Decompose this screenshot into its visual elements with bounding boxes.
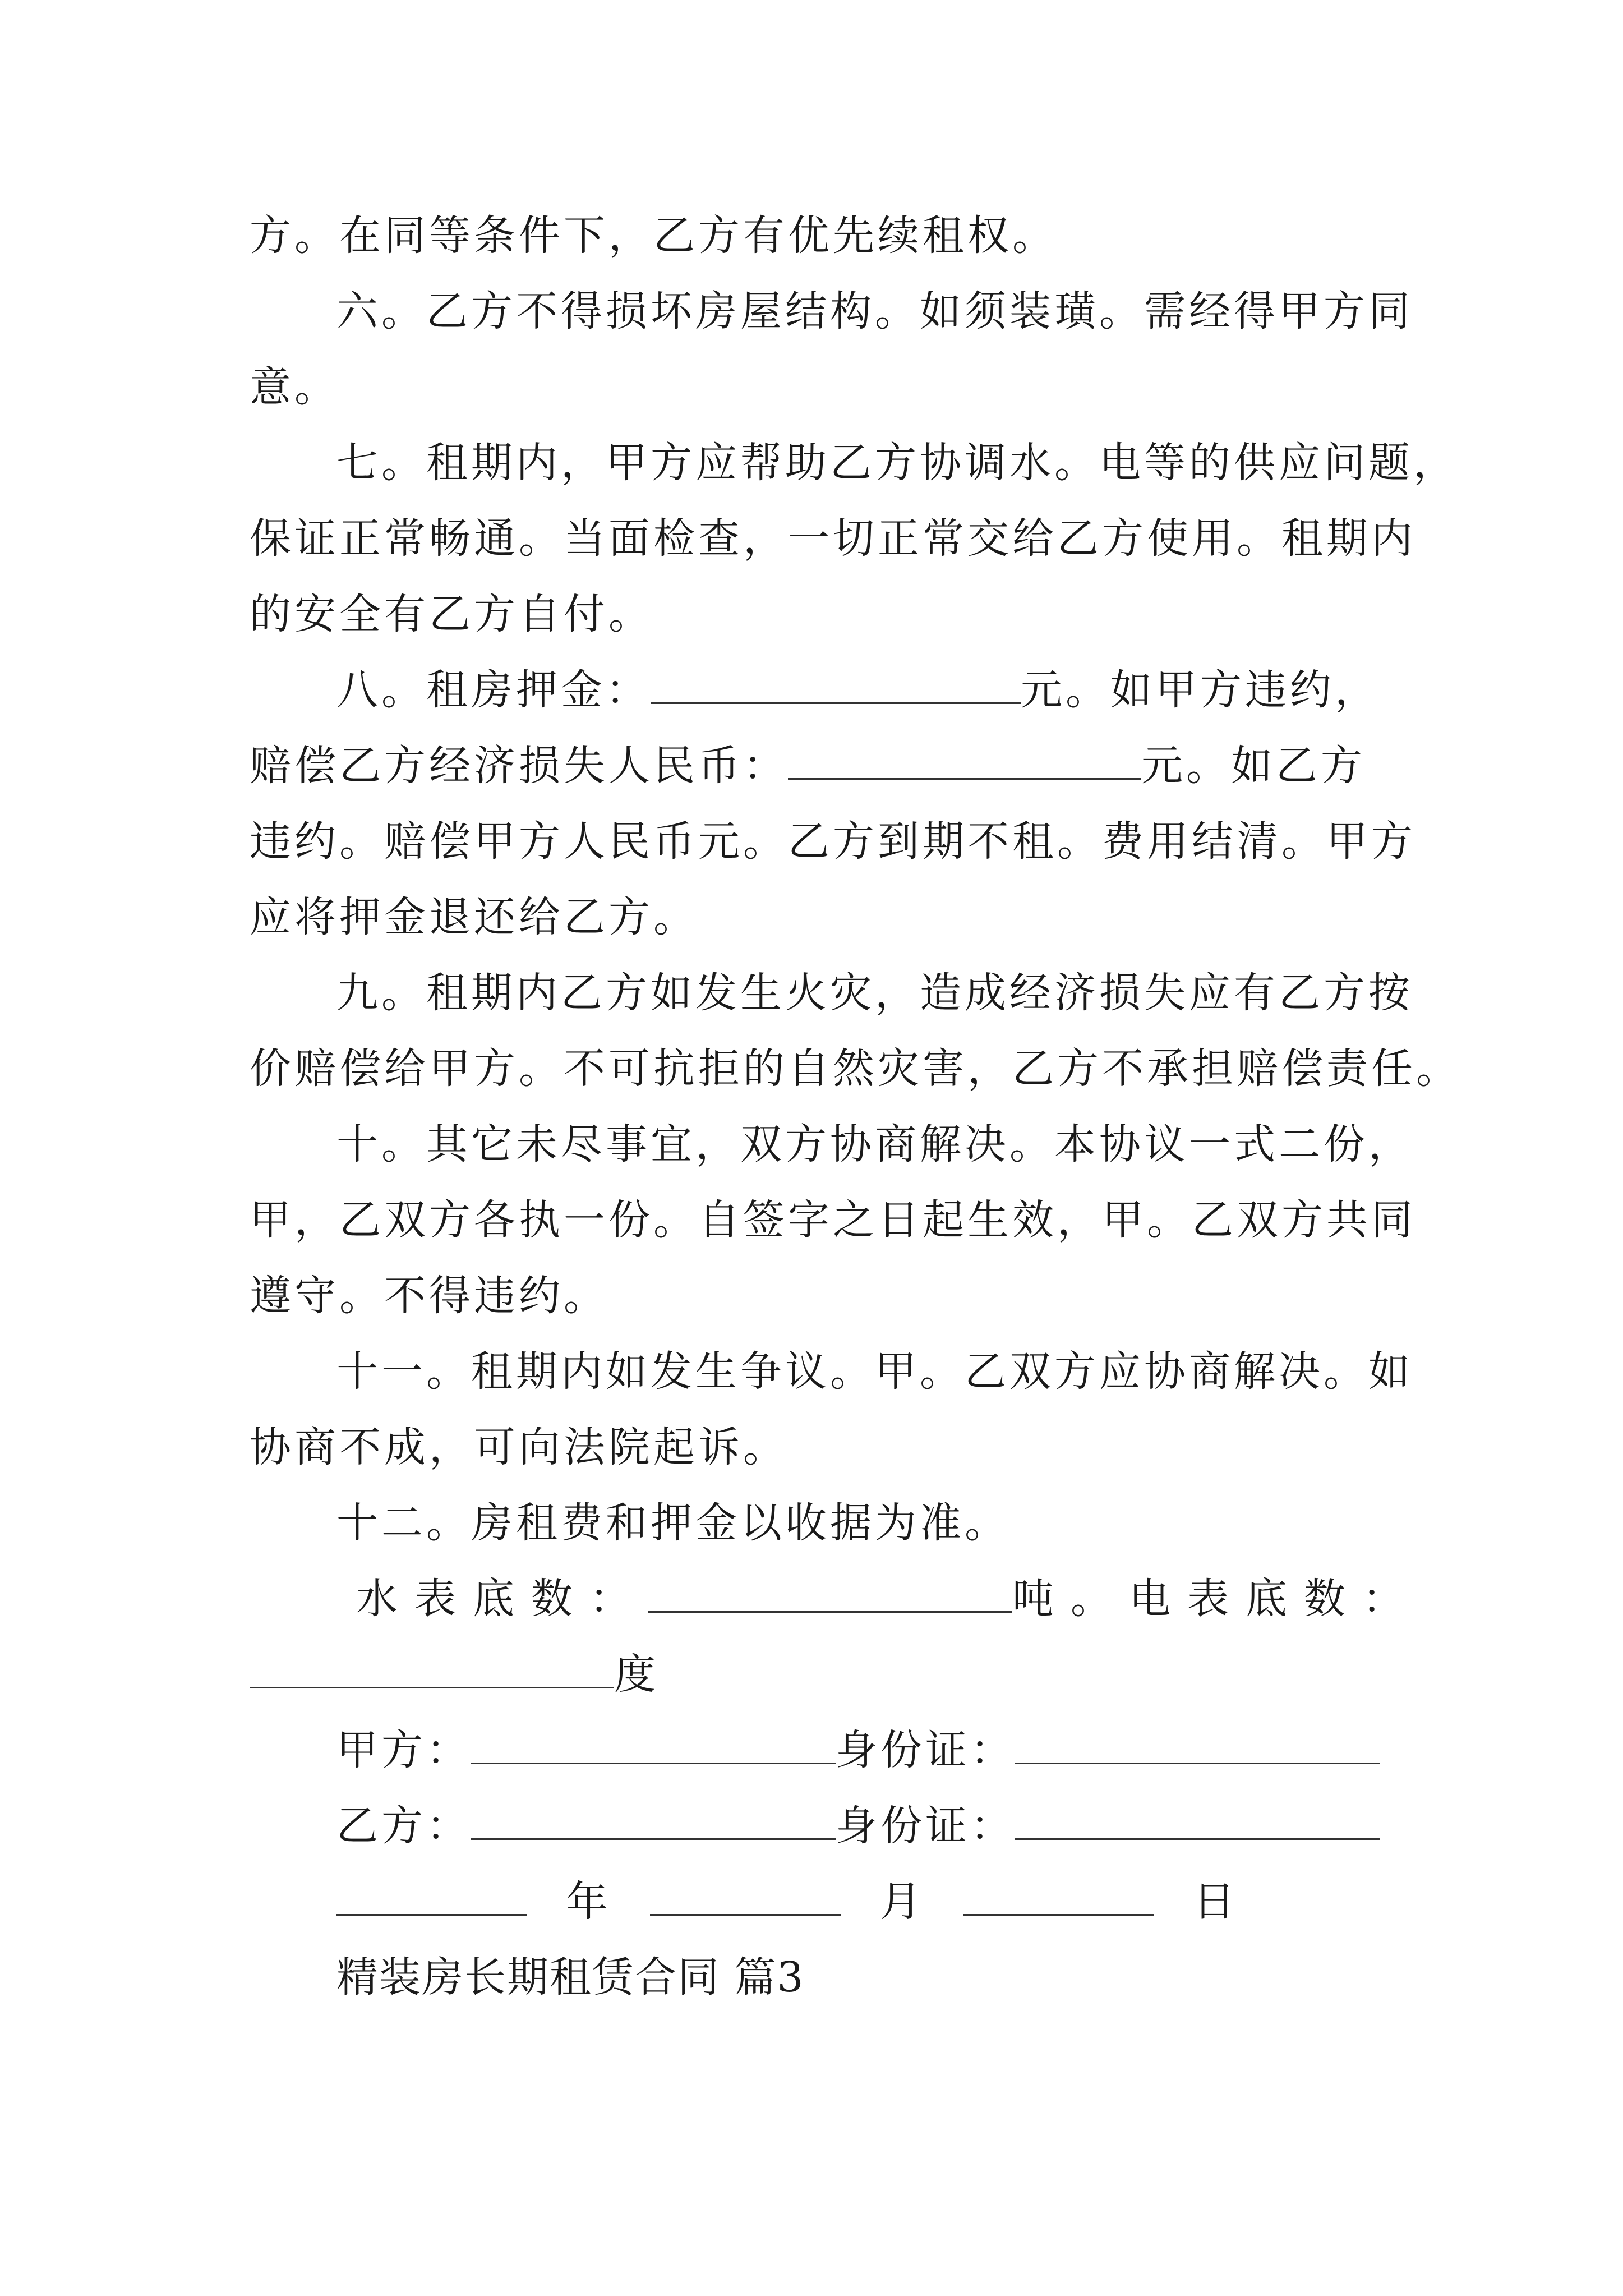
party-a-id-label: 身份证： — [836, 1726, 1015, 1774]
electric-meter-unit: 度 — [614, 1650, 659, 1699]
water-meter-label: 水表底数： — [356, 1575, 648, 1623]
month-blank[interactable] — [650, 1879, 841, 1916]
deposit-blank[interactable] — [651, 668, 1021, 704]
year-blank[interactable] — [336, 1879, 527, 1916]
party-b-id-blank[interactable] — [1015, 1803, 1380, 1840]
clause-6-line-2: 意。 — [250, 363, 339, 411]
clause-10-line-1: 十。其它未尽事宜，双方协商解决。本协议一式二份， — [336, 1120, 1413, 1168]
year-label: 年 — [566, 1878, 611, 1926]
party-b-blank[interactable] — [471, 1803, 836, 1840]
section-heading: 精装房长期租赁合同 篇3 — [336, 1953, 805, 2001]
month-label: 月 — [879, 1878, 925, 1926]
text-line-1: 方。在同等条件下，乙方有优先续租权。 — [250, 211, 1057, 260]
meter-reading-line — [356, 1571, 1421, 1627]
compensation-suffix: 元。如乙方 — [1141, 742, 1366, 790]
deposit-suffix: 元。如甲方违约， — [1021, 666, 1380, 714]
clause-11-line-1: 十一。租期内如发生争议。甲。乙双方应协商解决。如 — [336, 1347, 1413, 1396]
clause-9-line-2: 价赔偿给甲方。不可抗拒的自然灾害，乙方不承担赔偿责任。 — [250, 1045, 1461, 1093]
electric-meter-label: 吨。电表底数： — [1012, 1575, 1421, 1623]
clause-11-line-2: 协商不成，可向法院起诉。 — [250, 1423, 788, 1471]
party-a-id-blank[interactable] — [1015, 1728, 1380, 1764]
clause-6-line-1: 六。乙方不得损坏房屋结构。如须装璜。需经得甲方同 — [336, 287, 1413, 335]
clause-8-line-1 — [336, 662, 1388, 718]
clause-10-line-3: 遵守。不得违约。 — [250, 1272, 608, 1320]
party-a-line — [336, 1722, 1388, 1778]
party-b-line — [336, 1798, 1388, 1854]
party-a-label: 甲方： — [336, 1726, 471, 1774]
day-blank[interactable] — [963, 1879, 1154, 1916]
compensation-blank[interactable] — [788, 743, 1141, 780]
electric-meter-blank[interactable] — [250, 1652, 614, 1688]
clause-7-line-3: 的安全有乙方自付。 — [250, 590, 653, 638]
clause-8-line-3: 违约。赔偿甲方人民币元。乙方到期不租。费用结清。甲方 — [250, 817, 1416, 866]
clause-7-line-1: 七。租期内，甲方应帮助乙方协调水。电等的供应问题， — [336, 439, 1458, 487]
clause-8-line-2 — [250, 738, 1388, 794]
clause-8-line-4: 应将押金退还给乙方。 — [250, 893, 698, 941]
water-meter-blank[interactable] — [648, 1576, 1012, 1613]
clause-12-line-1: 十二。房租费和押金以收据为准。 — [336, 1499, 1009, 1547]
deposit-label: 八。租房押金： — [336, 666, 651, 714]
party-a-blank[interactable] — [471, 1728, 836, 1764]
party-b-id-label: 身份证： — [836, 1802, 1015, 1850]
clause-9-line-1: 九。租期内乙方如发生火灾，造成经济损失应有乙方按 — [336, 969, 1413, 1017]
compensation-label: 赔偿乙方经济损失人民币： — [250, 742, 788, 790]
electric-meter-line — [250, 1646, 1388, 1703]
date-line — [336, 1874, 1388, 1930]
clause-7-line-2: 保证正常畅通。当面检查，一切正常交给乙方使用。租期内 — [250, 514, 1416, 563]
party-b-label: 乙方： — [336, 1802, 471, 1850]
day-label: 日 — [1193, 1878, 1238, 1926]
clause-10-line-2: 甲，乙双方各执一份。自签字之日起生效，甲。乙双方共同 — [250, 1196, 1416, 1244]
